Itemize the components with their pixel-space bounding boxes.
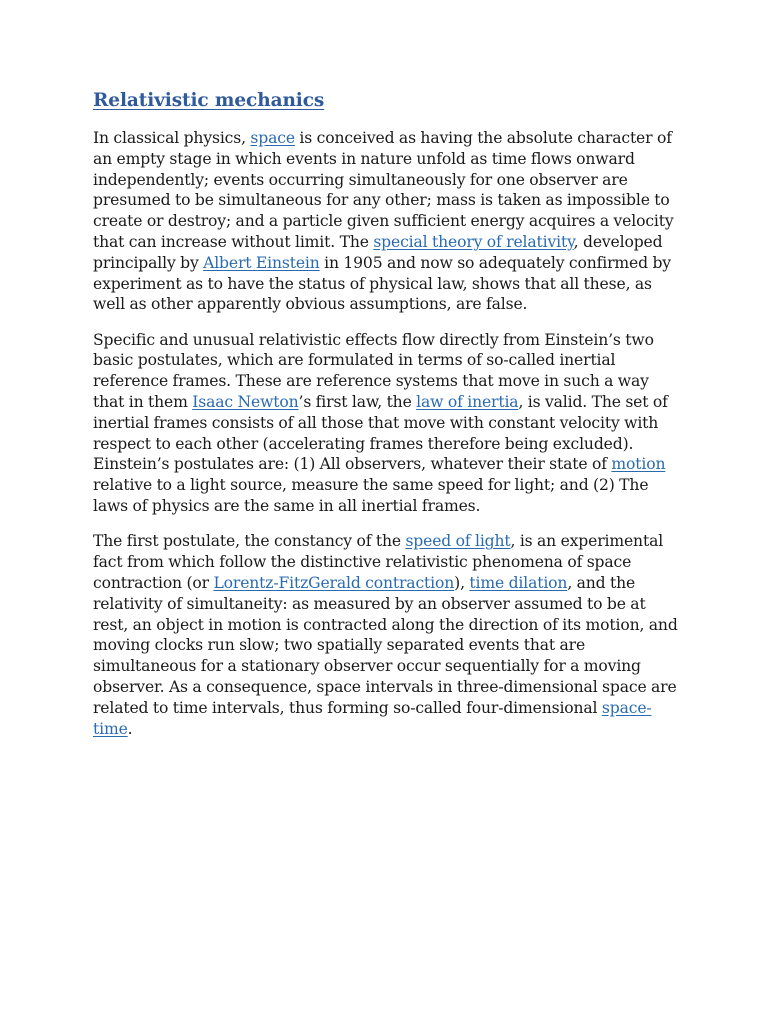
hyperlink-motion[interactable]: motion (611, 455, 666, 474)
text-run: in 1905 and now so adequately confirmed by experiment as to have the status of physical law, shows that all these, as well as other apparently obvious assumptions, are false. (93, 253, 671, 314)
hyperlink-speed-of-light[interactable]: speed of light (405, 532, 511, 551)
text-run: ’s first law, the (298, 393, 417, 412)
document-page (93, 88, 683, 754)
article-body (93, 128, 683, 739)
hyperlink-space-time[interactable]: space-time (93, 698, 652, 738)
page-title: Relativistic mechanics (93, 90, 325, 111)
text-run: , developed principally by (93, 232, 663, 272)
hyperlink-isaac-newton[interactable]: Isaac Newton (192, 393, 299, 412)
hyperlink-law-of-inertia[interactable]: law of inertia (416, 393, 519, 412)
hyperlink-space[interactable]: space (250, 129, 295, 147)
hyperlink-lorentz-fitzgerald-contraction[interactable]: Lorentz-FitzGerald contraction (213, 573, 455, 592)
text-run: In classical physics, (93, 129, 251, 147)
text-run: is conceived as having the absolute character of an empty stage in which events in nature unfold as time flows onward independently; events occurring simultaneously for one observer are presumed to be simultaneous for any other; mass is taken as impossible to create or destroy; and a particle given sufficient energy acquires a velocity that can increase without limit. The (93, 129, 674, 251)
paragraph (93, 128, 683, 315)
text-run: , is an experimental fact from which follow the distinctive relativistic phenomena of space contraction (or (93, 532, 664, 592)
hyperlink-time-dilation[interactable]: time dilation (469, 573, 568, 592)
text-run: , is valid. The set of inertial frames consists of all those that move with constant velocity with respect to each other (accelerating frames therefore being excluded). Einstein’s postulates are: (1) All observers, whatever their state of (93, 393, 668, 474)
text-run: The first postulate, the constancy of the (93, 532, 406, 551)
hyperlink-special-theory-of-relativity[interactable]: special theory of relativity (373, 232, 574, 251)
text-run: ), (454, 573, 470, 592)
text-run: Specific and unusual relativistic effects flow directly from Einstein’s two basic postulates, which are formulated in terms of so-called inertial reference frames. These are reference systems that move in such a way that in them (93, 330, 654, 412)
paragraph (93, 330, 683, 517)
hyperlink-albert-einstein[interactable]: Albert Einstein (203, 253, 320, 272)
text-run: relative to a light source, measure the same speed for light; and (2) The laws of physics are the same in all inertial frames. (93, 476, 649, 516)
text-run: , and the relativity of simultaneity: as measured by an observer assumed to be at rest, an object in motion is contracted along the direction of its motion, and moving clocks run slow; two spatially separated events that are simultaneous for a stationary observer occur sequentially for a moving observer. As a consequence, space intervals in three-dimensional space are related to time intervals, thus forming so-called four-dimensional (93, 573, 678, 717)
paragraph (93, 531, 683, 739)
text-run: . (127, 719, 133, 738)
